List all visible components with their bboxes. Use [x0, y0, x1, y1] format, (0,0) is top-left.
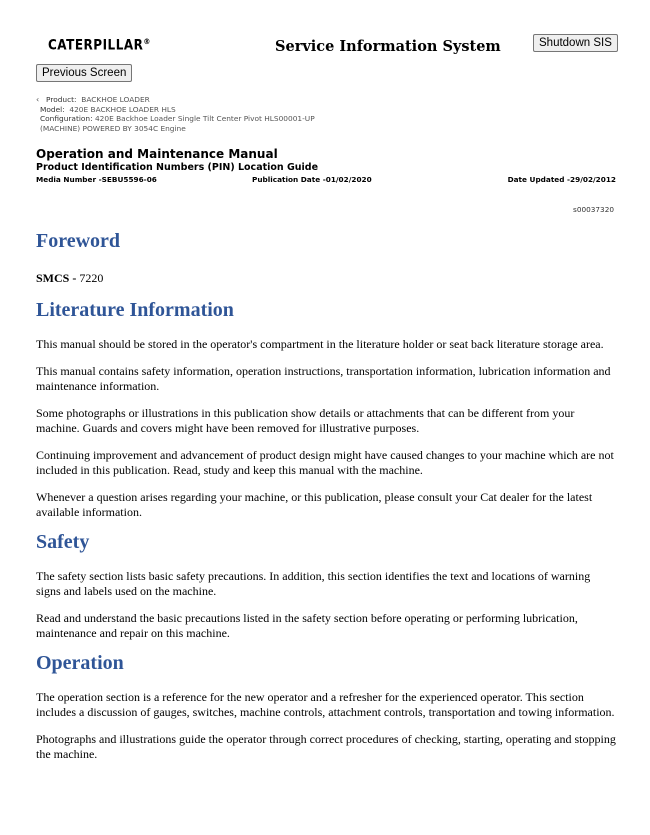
system-title: Service Information System [275, 38, 501, 55]
operation-paragraph-1: The operation section is a reference for the new operator and a refresher for the experienced operator. This section includes a discussion of gauges, switches, machine controls, attachment controls, transportation and towing information. [36, 690, 615, 719]
smcs-label: SMCS - [36, 271, 80, 285]
shutdown-sis-button[interactable]: Shutdown SIS [533, 34, 618, 52]
safety-paragraph-2: Read and understand the basic precautions listed in the safety section before operating or performing lubrication, maintenance and repair on this machine. [36, 611, 578, 640]
safety-paragraph-1: The safety section lists basic safety precautions. In addition, this section identifies the text and locations of warning signs and labels used on the machine. [36, 569, 591, 598]
model-value: 420E BACKHOE LOADER HLS [69, 104, 176, 114]
configuration-value: 420E Backhoe Loader Single Tilt Center Pivot HLS00001-UP [94, 114, 315, 124]
back-chevron-icon[interactable]: ‹ [36, 95, 40, 104]
manual-meta [36, 175, 616, 187]
literature-paragraph-2: This manual contains safety information, operation instructions, transportation information, lubrication information and maintenance information. [36, 364, 611, 393]
safety-heading: Safety [36, 531, 90, 553]
smcs-line [36, 271, 616, 286]
product-value: BACKHOE LOADER [81, 95, 150, 104]
previous-screen-button[interactable]: Previous Screen [36, 64, 132, 82]
literature-heading: Literature Information [36, 299, 234, 321]
manual-info [36, 147, 616, 187]
manual-subtitle: Product Identification Numbers (PIN) Location Guide [36, 162, 319, 173]
configuration-label: Configuration: [40, 114, 93, 124]
literature-paragraph-5: Whenever a question arises regarding your machine, or this publication, please consult your Cat dealer for the latest available information. [36, 490, 593, 519]
model-label: Model: [40, 104, 65, 114]
caterpillar-logo: CATERPILLAR® [48, 36, 151, 54]
media-number: Media Number -SEBU5596-06 [36, 175, 157, 184]
document-id: s00037320 [573, 205, 614, 214]
literature-paragraph-3: Some photographs or illustrations in this publication show details or attachments that can be different from your machine. Guards and covers might have been removed for illustrative purposes. [36, 406, 575, 435]
literature-paragraph-1: This manual should be stored in the operator's compartment in the literature holder or seat back literature storage area. [36, 337, 604, 351]
operation-heading: Operation [36, 652, 124, 674]
date-updated: Date Updated -29/02/2012 [507, 175, 616, 184]
publication-date: Publication Date -01/02/2020 [252, 175, 372, 184]
configuration-value-2: (MACHINE) POWERED BY 3054C Engine [40, 123, 186, 133]
manual-title: Operation and Maintenance Manual [36, 147, 278, 161]
literature-paragraph-4: Continuing improvement and advancement of product design might have caused changes to your machine which are not included in this publication. Read, study and keep this manual with the machine. [36, 448, 614, 477]
foreword-heading: Foreword [36, 230, 121, 252]
document-content [36, 229, 616, 762]
product-info [36, 95, 315, 133]
product-label: Product: [46, 95, 77, 104]
operation-paragraph-2: Photographs and illustrations guide the operator through correct procedures of checking, starting, operating and stopping the machine. [36, 732, 616, 761]
smcs-value: 7220 [79, 271, 104, 285]
